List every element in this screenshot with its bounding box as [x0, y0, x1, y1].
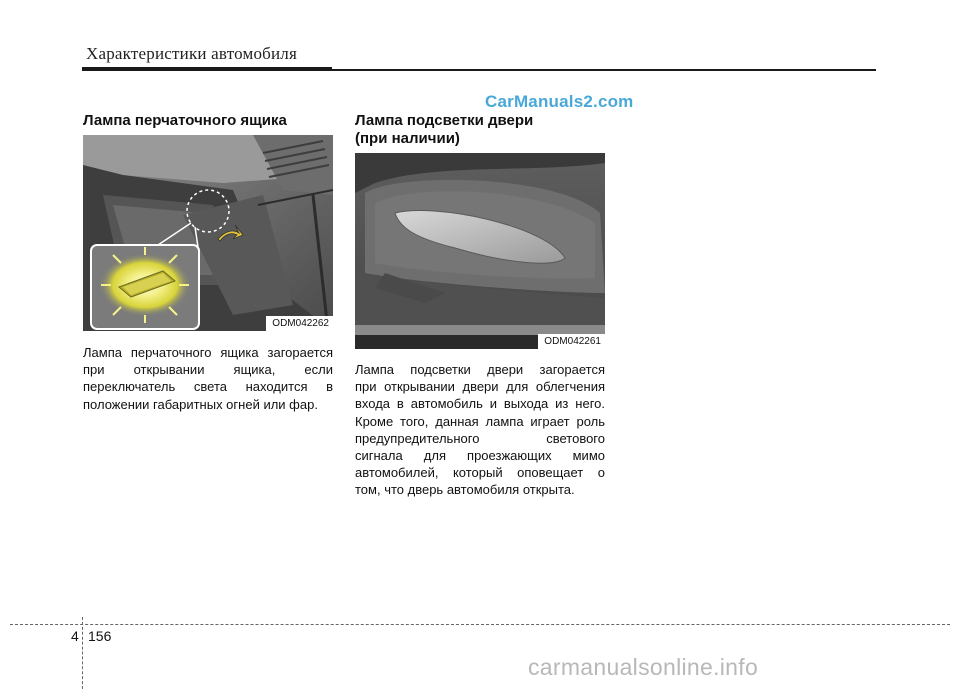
text-line: Лампа подсветки двери загорается [355, 362, 605, 377]
text-line: при открывании двери для облегчения [355, 379, 605, 395]
footer-divider [82, 617, 83, 689]
text-line: Кроме того, данная лампа играет роль [355, 413, 605, 429]
door-lamp-heading [355, 112, 533, 148]
door-illustration [355, 153, 605, 349]
door-lamp-figure [355, 153, 605, 349]
watermark-bottom: carmanualsonline.info [528, 654, 759, 680]
footer-rule [10, 624, 950, 625]
text-line: входа в автомобиль и выхода из него. [355, 396, 605, 412]
door-lamp-text [355, 361, 605, 499]
watermark-top: CarManuals2.com [485, 92, 634, 111]
page-number: 156 [88, 628, 112, 644]
glovebox-figure-code: ODM042262 [266, 316, 333, 331]
text-line: положении габаритных огней или фар. [83, 396, 318, 412]
glovebox-lamp-heading: Лампа перчаточного ящика [83, 112, 287, 129]
header-rule-thick [82, 67, 332, 71]
page-header-title: Характеристики автомобиля [86, 44, 297, 63]
glovebox-lamp-text [83, 344, 333, 413]
text-line: сигнала для проезжающих мимо [355, 448, 605, 464]
glovebox-illustration [83, 135, 333, 331]
text-line: переключатель света находится в [83, 379, 333, 395]
door-figure-code: ODM042261 [538, 334, 605, 349]
glovebox-lamp-figure [83, 135, 333, 331]
chapter-number: 4 [71, 628, 79, 644]
door-lamp-heading-line-2: (при наличии) [355, 130, 460, 147]
text-line: при открывании ящика, если [83, 362, 333, 378]
text-line: том, что дверь автомобиля открыта. [355, 482, 575, 498]
text-line: Лампа перчаточного ящика загорается [83, 345, 333, 360]
text-line: автомобилей, который оповещает о [355, 465, 605, 481]
text-line: предупредительного светового [355, 430, 605, 446]
header-rule-thin [332, 69, 876, 71]
door-lamp-heading-line-1: Лампа подсветки двери [355, 112, 534, 129]
